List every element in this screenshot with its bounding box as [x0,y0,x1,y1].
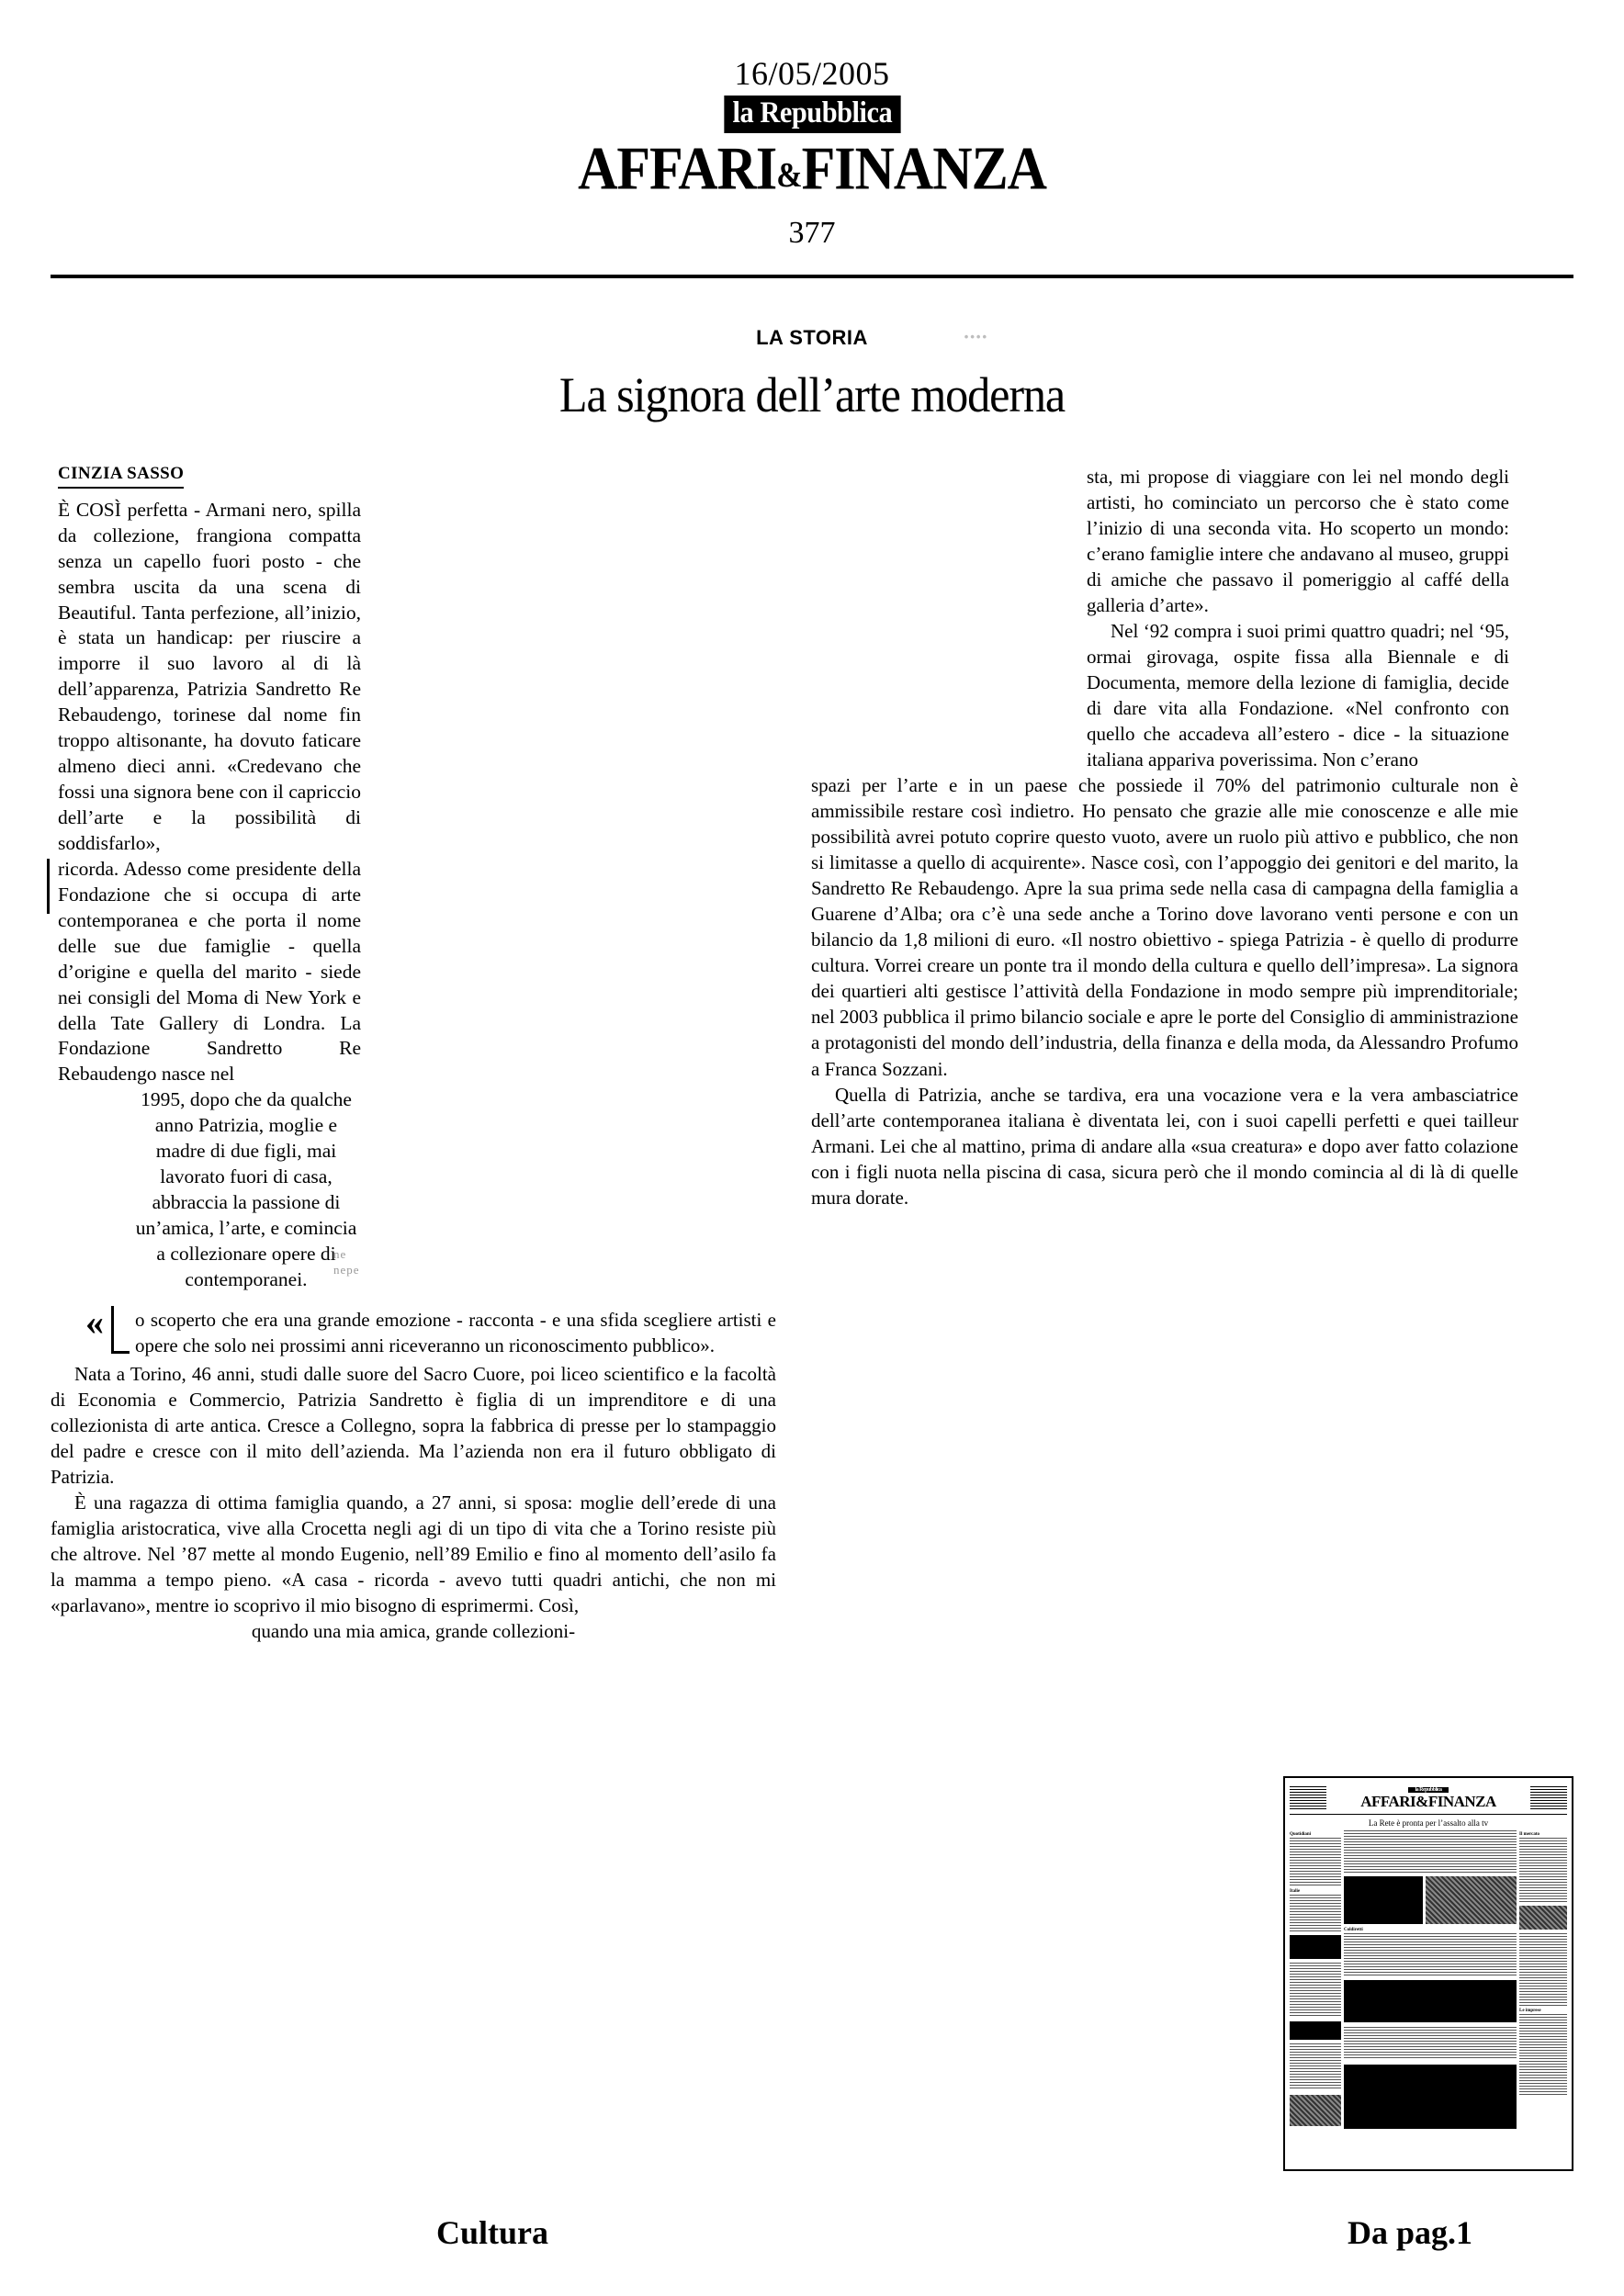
thumbnail-text-block [1290,1838,1341,1887]
thumbnail-content [1290,1783,1567,2165]
ampersand-icon: & [776,156,802,195]
pull-quote-text: o scoperto che era una grande emozione - racconta - e una sfida scegliere artisti e opere che solo nei prossimi anni riceveranno un riconoscimento pubblico». [135,1308,776,1356]
thumbnail-text-block [1344,1830,1517,1873]
right-body-full [811,772,1518,1210]
thumbnail-photo [1290,2095,1341,2126]
thumbnail-text-block [1519,2014,1567,2097]
article-columns [51,464,1573,1645]
thumbnail-masthead [1290,1783,1567,1815]
drop-cap-h-icon [111,1306,114,1354]
thumbnail-col-left [1290,1830,1341,2133]
thumbnail-photo [1426,1876,1517,1924]
thumbnail-photo-row [1344,1876,1517,1924]
thumbnail-text-block [1519,1838,1567,1902]
page-footer [51,2213,1573,2252]
header-divider [51,275,1573,278]
scan-artifact-text: ne nepe [333,1246,360,1277]
thumbnail-photo [1344,2065,1517,2129]
paragraph: Nata a Torino, 46 anni, studi dalle suore del Sacro Cuore, poi liceo scientifico e la facoltà di Economia e Commercio, Patrizia Sandretto è figlia di un imprenditore e di una collezionista di arte antica. Cresce a Collegno, sopra la fabbrica di presse per lo stampaggio del padre e cresce con il mito dell’azienda. Ma l’azienda non era il futuro obbligato di Patrizia. [51,1363,776,1488]
section-logo-part1: AFFARI [578,133,777,202]
left-body-text [51,1362,776,1644]
thumbnail-logo [1326,1787,1530,1809]
footer-section-label: Cultura [436,2214,549,2251]
thumbnail-text-block [1290,2043,1341,2089]
thumbnail-text-block [1290,1895,1341,1931]
thumbnail-photo [1344,1876,1423,1924]
thumbnail-left-block [1290,1786,1326,1810]
thumbnail-right-block [1530,1786,1567,1810]
page-title: La signora dell’arte moderna [558,366,1066,422]
kicker-label: LA STORIA [756,325,868,349]
intro-paragraph: È COSÌ perfetta - Armani nero, spilla da collezione, frangiona compatta senza un capello fuori posto - che sembra uscita da una scena di Beautiful. Tanta perfezione, all’inizio, è stata un handicap: per riuscire a imporre il suo lavoro al di là dell’apparenza, Patrizia Sandretto Re Rebaudengo, torinese dal nome fin troppo altisonante, ha dovuto faticare almeno dieci anni. «Credevano che fossi una signora bene con il capriccio dell’arte e la possibilità di soddisfarlo», [58,498,361,854]
thumbnail-col-right [1519,1830,1567,2133]
thumbnail-mini-title: Italie [1290,1889,1301,1894]
thumbnail-text-block [1290,1963,1341,2018]
paragraph: Nel ‘92 compra i suoi primi quattro quadri; nel ‘95, ormai girovaga, ospite fissa alla Biennale e di Documenta, memore della lezione di famiglia, decide di dare vita alla Fondazione. «Nel confronto con quello che accadeva all’estero - dice - la situazione italiana appariva poverissima. Non c’erano [1087,619,1509,771]
paragraph: È una ragazza di ottima famiglia quando, a 27 anni, si sposa: moglie dell’erede di una famiglia aristocratica, vive alla Crocetta negli agi di un tipo di vita che a Torino resiste più che altrove. Nel ’87 mette al mondo Eugenio, nell’89 Emilio e fino al momento dell’asilo fa la mamma a tempo pieno. «A casa - ricorda - avevo tutti quadri antichi, che non mi «parlavano», mentre io scoprivo il mio bisogno di esprimermi. Così, [51,1491,776,1616]
intro-paragraph-taper: 1995, dopo che da qualche anno Patrizia, moglie e madre di due figli, mai lavorato fuori di casa, abbraccia la passione di un’amica, l’arte, e comincia a collezionare opere di contemporanei. [135,1088,357,1290]
brand-logo: la Repubblica [724,96,900,133]
footer-source-label: Da pag.1 [1347,2214,1472,2251]
thumbnail-photo [1290,1935,1341,1959]
section-logo [51,133,1573,202]
article-kicker [51,326,1573,350]
right-body-narrow [1087,464,1509,772]
left-column [51,464,776,1645]
thumbnail-text-block [1344,2027,1517,2060]
thumbnail-col-center [1344,1830,1517,2133]
thumbnail-text-block [1344,1933,1517,1975]
thumbnail-mini-title: Quotidiani [1290,1832,1312,1837]
publication-date: 16/05/2005 [734,55,890,92]
thumbnail-grid [1290,1830,1567,2133]
paragraph: sta, mi propose di viaggiare con lei nel mondo degli artisti, ho cominciato un percorso che è stato come l’inizio di una seconda vita. Ho scoperto un mondo: c’erano famiglie intere che andavano al museo, gruppi di amiche che passavo il pomeriggio al caffé della galleria d’arte». [1087,465,1509,616]
thumbnail-photo [1290,2021,1341,2040]
thumbnail-brand: AFFARI&FINANZA [1360,1793,1496,1810]
paragraph-continuation: quando una mia amica, grande collezioni- [251,1619,576,1642]
right-column [811,464,1518,1645]
thumbnail-brand-small: la Repubblica [1408,1787,1449,1793]
thumbnail-headline: La Rete è pronta per l’assalto alla tv [1368,1818,1489,1828]
thumbnail-mini-title: Coldiretti [1344,1928,1363,1932]
section-logo-part2: FINANZA [801,133,1046,202]
thumbnail-mini-title: Il mercato [1519,1832,1539,1837]
masthead [51,0,1573,251]
page-number: 377 [788,215,836,250]
byline: CINZIA SASSO [58,464,184,489]
thumbnail-mini-title: Le imprese [1519,2009,1541,2013]
paragraph: Quella di Patrizia, anche se tardiva, era una vocazione vera e la vera ambasciatrice dell’arte contemporanea italiana è diventata lei, con i suoi capelli perfetti e quei tailleur Armani. Lei che al mattino, prima di andare alla «sua creatura» e dopo aver fatto colazione con i figli nuota nella piscina di casa, sicura però che il mondo comincia al di là di quelle mura dorate. [811,1083,1518,1209]
page-thumbnail[interactable] [1283,1776,1573,2171]
quote-mark-icon: « [85,1300,104,1343]
scan-smudge-mark: •••• [964,329,989,343]
thumbnail-photo [1519,1906,1567,1930]
intro-paragraph-2: ricorda. Adesso come presidente della Fondazione che si occupa di arte contemporanea e che porta il nome delle sue due famiglie - quella d’origine e quella del marito - siede nei consigli del Moma di New York e della Tate Gallery di Londra. La Fondazione Sandretto Re Rebaudengo nasce nel [58,857,361,1087]
pull-quote-paragraph [51,1300,776,1358]
thumbnail-photo [1344,1980,1517,2022]
paragraph: spazi per l’arte e in un paese che possiede il 70% del patrimonio culturale non è ammissibile restare così indietro. Ho pensato che grazie alle mie conoscenze e alle mie possibilità avrei potuto coprire questo vuoto, avere un ruolo più attivo e pubblico, che non si limitasse a quello di acquirente». Nasce così, con l’appoggio dei genitori e del marito, la Sandretto Re Rebaudengo. Apre la sua prima sede nella casa di campagna della famiglia a Guarene d’Alba; ora c’è una sede anche a Torino dove lavorano venti persone e con un bilancio da 1,8 milioni di euro. «Il nostro obiettivo - spiega Patrizia - è quello di produrre cultura. Vorrei creare un ponte tra il mondo della cultura e quello dell’impresa». La signora dei quartieri alti gestisce l’attività della Fondazione in modo sempre più imprenditoriale; nel 2003 pubblica il primo bilancio sociale e apre le porte del Consiglio di amministrazione a protagonisti del mondo dell’industria, della finanza e della moda, da Alessandro Profumo a Franca Sozzani. [811,774,1518,1080]
thumbnail-text-block [1519,1933,1567,2007]
